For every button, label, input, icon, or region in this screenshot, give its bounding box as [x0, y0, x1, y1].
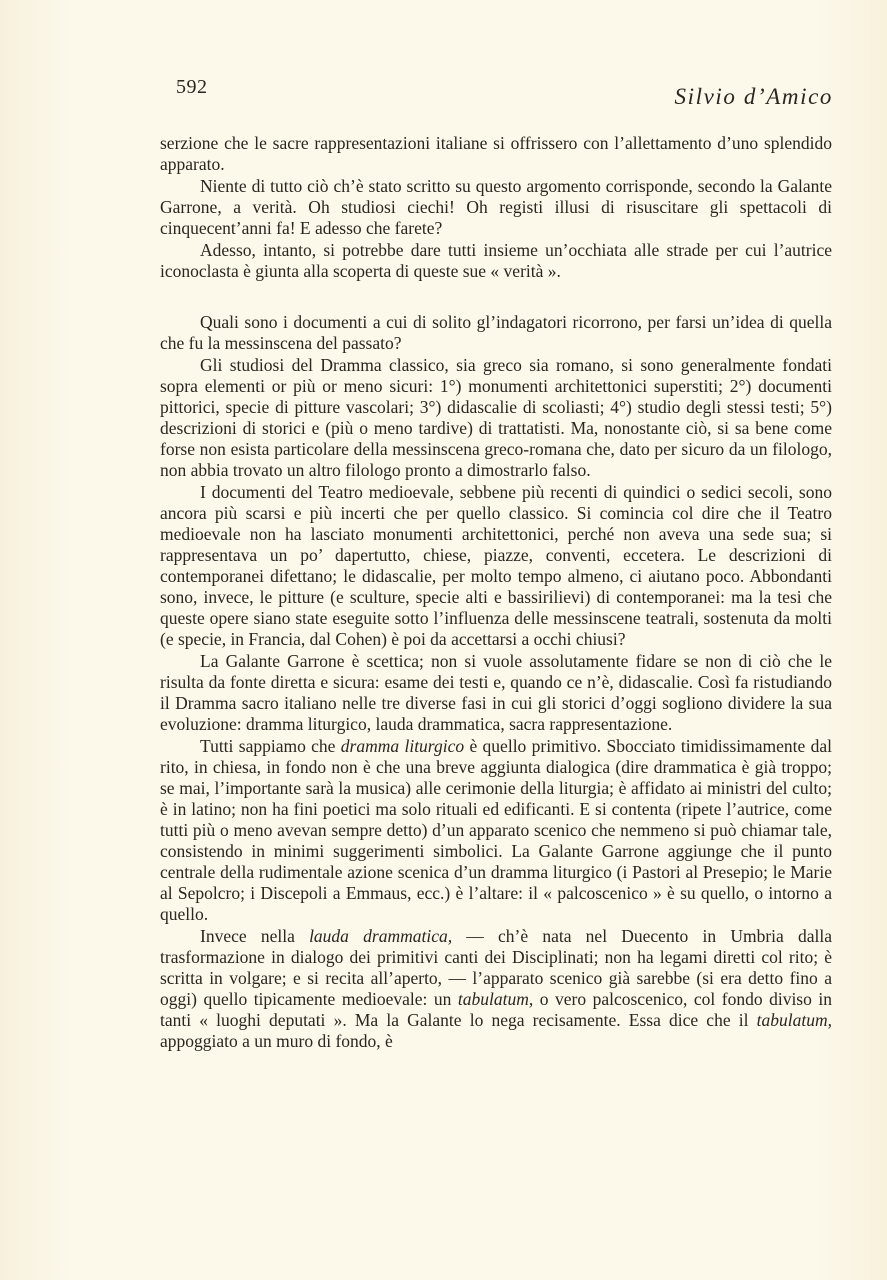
- paragraph: Quali sono i documenti a cui di solito gl’indagatori ricorrono, per farsi un’idea di quella che fu la messinscena del passato?: [160, 312, 832, 353]
- text-run: — ch’è nata nel Duecento in Umbria dalla trasformazione in dialogo dei primitivi canti dei Disciplinati; non ha legami diretti col rito; è scritta in volgare; e si recita all’aperto, — l’apparato scenico già sarebbe (si era detto fino a oggi) quello tipicamente medioevale: un: [160, 926, 832, 1009]
- paragraph: Niente di tutto ciò ch’è stato scritto su questo argomento corrisponde, secondo la Galante Garrone, a verità. Oh studiosi ciechi! Oh registi illusi di risuscitare gli spettacoli di cinquecent’anni fa! E adesso che farete?: [160, 176, 832, 238]
- text-run: o vero palcoscenico, col fondo diviso in tanti « luoghi deputati ». Ma la Galante lo nega recisamente. Essa dice che il: [160, 989, 832, 1030]
- paragraph: I documenti del Teatro medioevale, sebbene più recenti di quindici o sedici secoli, sono ancora più scarsi e più incerti che per quello classico. Si comincia col dire che il Teatro medioevale non ha lasciato monumenti architettonici, perché non aveva una sede sua; si rappresentava un po’ dapertutto, chiese, piazze, conventi, eccetera. Le descrizioni di contemporanei difettano; le didascalie, per molto tempo almeno, ci aiutano poco. Abbondanti sono, invece, le pitture (e sculture, specie alti e bassirilievi) di contemporanei: ma la tesi che queste opere siano state eseguite sotto l’influenza delle messinscene teatrali, sostenuta da molti (e specie, in Francia, dal Cohen) è poi da accettarsi a occhi chiusi?: [160, 482, 832, 649]
- paragraph: [160, 926, 832, 1052]
- paragraph: serzione che le sacre rappresentazioni italiane si offrissero con l’allettamento d’uno splendido apparato.: [160, 133, 832, 174]
- text-run: Invece nella: [200, 926, 310, 946]
- italic-term: dramma liturgico: [340, 736, 465, 756]
- paragraph: La Galante Garrone è scettica; non si vuole assolutamente fidare se non di ciò che le risulta da fonte diretta e sicura: esame dei testi e, quando ce n’è, didascalie. Così fa ristudiando il Dramma sacro italiano nelle tre diverse fasi in cui gli storici d’oggi sogliono dividere la sua evoluzione: dramma liturgico, lauda drammatica, sacra rappresentazione.: [160, 651, 832, 734]
- paragraph: Adesso, intanto, si potrebbe dare tutti insieme un’occhiata alle strade per cui l’autrice iconoclasta è giunta alla scoperta di queste sue « verità ».: [160, 240, 832, 281]
- body-text: [160, 133, 832, 1053]
- text-run: Tutti sappiamo che: [200, 736, 341, 756]
- paragraph: Gli studiosi del Dramma classico, sia greco sia romano, si sono generalmente fondati sopra elementi or più or meno sicuri: 1°) monumenti architettonici superstiti; 2°) documenti pittorici, specie di pitture vascolari; 3°) didascalie di scoliasti; 4°) studio degli stessi testi; 5°) descrizioni di storici e (più o meno tardive) di trattatisti. Ma, nonostante ciò, si sa bene come forse non esista particolare della messinscena greco-romana che, dato per sicuro da un filologo, non abbia trovato un altro filologo pronto a dimostrarlo falso.: [160, 355, 832, 480]
- paragraph: [160, 736, 832, 925]
- text-run: appoggiato a un muro di fondo, è: [160, 1031, 393, 1051]
- italic-term: lauda drammatica,: [309, 926, 453, 946]
- running-head: Silvio d’Amico: [674, 84, 833, 109]
- page-number: 592: [176, 76, 208, 98]
- text-run: è quello primitivo. Sbocciato timidissimamente dal rito, in chiesa, in fondo non è che una breve aggiunta dialogica (dire drammatica è già troppo; se mai, l’importante sarà la musica) alle cerimonie della liturgia; è affidato ai ministri del culto; è in latino; non ha fini poetici ma solo rituali ed edificanti. E si contenta (ripete l’autrice, come tutti più o meno avevan sempre detto) d’un apparato scenico che nemmeno si può chiamar tale, consistendo in minimi suggerimenti simbolici. La Galante Garrone aggiunge che il punto centrale della rudimentale azione scenica d’un dramma liturgico (i Pastori al Presepio; le Marie al Sepolcro; i Discepoli a Emmaus, ecc.) è l’altare: il « palcoscenico » è su quello, o intorno a quello.: [160, 736, 833, 924]
- italic-term: tabulatum,: [756, 1010, 832, 1030]
- italic-term: tabulatum,: [457, 989, 534, 1009]
